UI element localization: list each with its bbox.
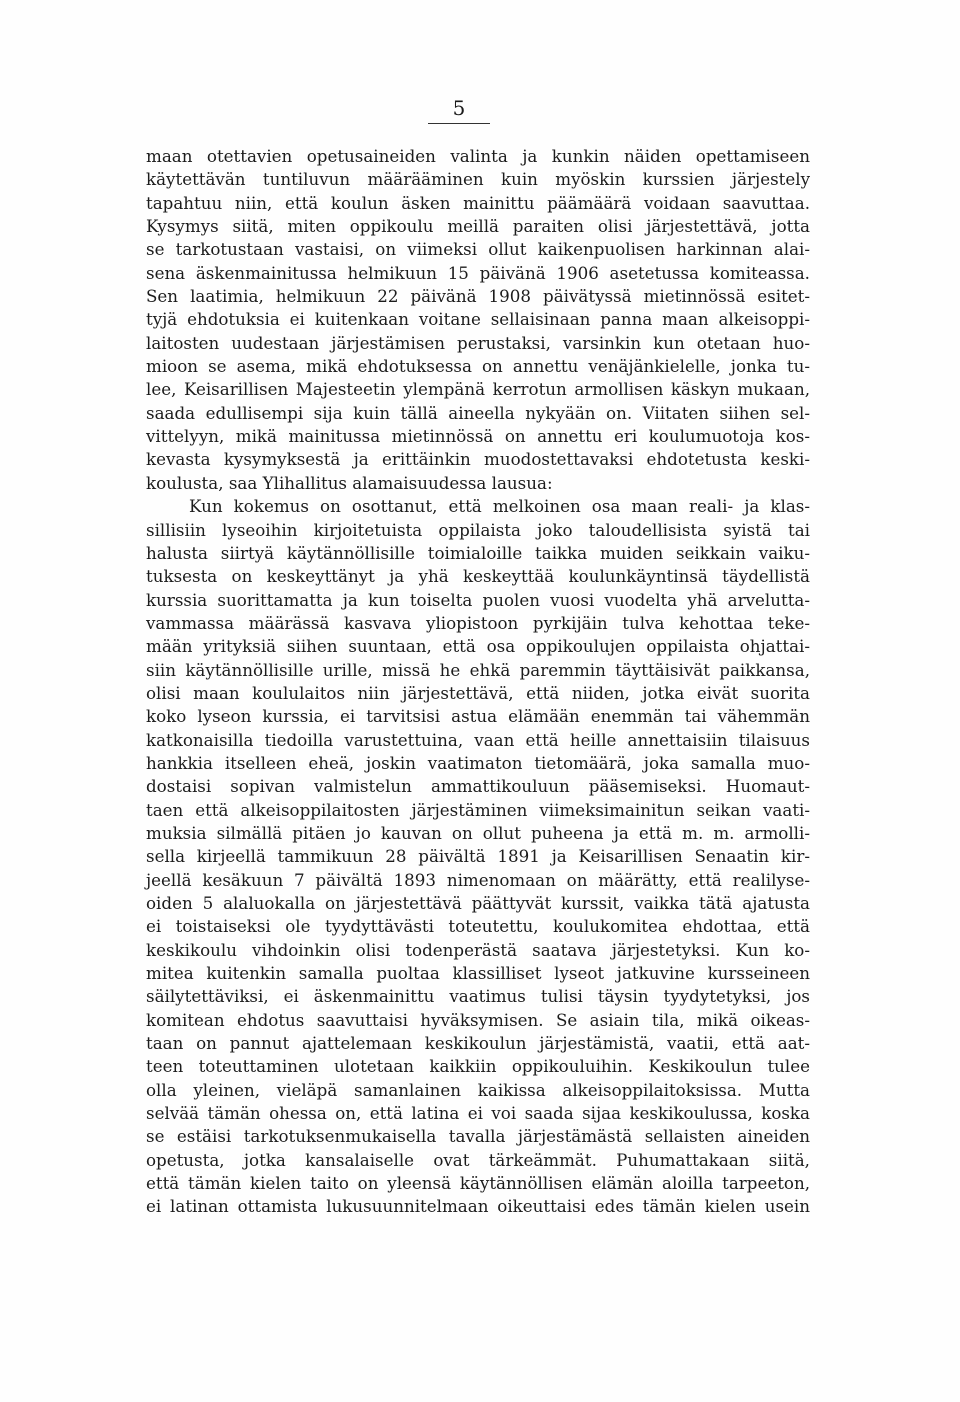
text-line: se tarkotustaan vastaisi, on viimeksi ollut kaikenpuolisen harkinnan alai- (146, 239, 810, 260)
text-line: käytettävän tuntiluvun määrääminen kuin myöskin kurssien järjestely (146, 169, 810, 190)
text-line: taan on pannut ajattelemaan keskikoulun järjestämistä, vaatii, että aat- (146, 1033, 810, 1054)
text-line: vammassa määrässä kasvava yliopistoon pyrkijäin tulva kehottaa teke- (146, 612, 810, 633)
text-line: hankkia itselleen eheä, joskin vaatimaton tietomäärä, joka samalla muo- (146, 752, 810, 773)
text-line: dostaisi sopivan valmistelun ammattikouluun pääsemiseksi. Huomaut- (146, 776, 810, 797)
text-line: sella kirjeellä tammikuun 28 päivältä 1891 ja Keisarillisen Senaatin kir- (146, 846, 810, 867)
text-line: se estäisi tarkotuksenmukaisella tavalla järjestämästä sellaisten aineiden (146, 1126, 810, 1147)
text-line: laitosten uudestaan järjestämisen perustaksi, varsinkin kun otetaan huo- (146, 332, 810, 353)
text-line: koko lyseon kurssia, ei tarvitsisi astua elämään enemmän tai vähemmän (146, 706, 810, 727)
text-line: oiden 5 alaluokalla on järjestettävä päättyvät kurssit, vaikka tätä ajatusta (146, 893, 810, 913)
text-line: tuksesta on keskeyttänyt ja yhä keskeyttää koulunkäyntinsä täydellistä (146, 566, 810, 587)
text-line: kevasta kysymyksestä ja erittäinkin muodostettavaksi ehdotetusta keski- (146, 449, 810, 470)
text-line: koulusta, saa Ylihallitus alamaisuudessa lausua: (146, 472, 553, 493)
text-line: muksia silmällä pitäen jo kauvan on ollut puheena ja että m. m. armolli- (146, 822, 810, 843)
page-number: 5 (428, 96, 490, 124)
text-line: tyjä ehdotuksia ei kuitenkaan voitane sellaisinaan panna maan alkeisoppi- (146, 309, 810, 330)
text-line: halusta siirtyä käytännöllisille toimialoille taikka muiden seikkain vaiku- (146, 542, 810, 563)
text-line: opetusta, jotka kansalaiselle ovat tärkeämmät. Puhumattakaan siitä, (146, 1149, 810, 1170)
text-line: mitea kuitenkin samalla puoltaa klassilliset lyseot jatkuvine kursseineen (146, 963, 810, 984)
text-line: olla yleinen, vieläpä samanlainen kaikissa alkeisoppilaitoksissa. Mutta (146, 1079, 810, 1100)
text-line: Kysymys siitä, miten oppikoulu meillä paraiten olisi järjestettävä, jotta (146, 216, 810, 237)
text-line: tapahtuu niin, että koulun äsken mainittu päämäärä voidaan saavuttaa. (146, 192, 810, 213)
text-line: maan otettavien opetusaineiden valinta ja kunkin näiden opettamiseen (146, 146, 810, 166)
text-line: katkonaisilla tiedoilla varustettuina, vaan että heille annettaisiin tilaisuus (146, 729, 810, 750)
text-line: olisi maan koululaitos niin järjestettävä, että niiden, jotka eivät suorita (146, 682, 810, 703)
text-line: vittelyyn, mikä mainitussa mietinnössä on annettu eri koulumuotoja kos- (146, 426, 810, 447)
text-line: kurssia suorittamatta ja kun toiselta puolen vuosi vuodelta yhä arvelutta- (146, 589, 810, 610)
text-line: taen että alkeisoppilaitosten järjestäminen viimeksimainitun seikan vaati- (146, 799, 810, 820)
text-line: ei toistaiseksi ole tyydyttävästi toteutettu, koulukomitea ehdottaa, että (146, 916, 810, 937)
text-line: komitean ehdotus saavuttaisi hyväksymisen. Se asiain tila, mikä oikeas- (146, 1009, 810, 1030)
text-line: keskikoulu vihdoinkin olisi todenperästä saatava järjestetyksi. Kun ko- (146, 939, 810, 960)
text-line: mioon se asema, mikä ehdotuksessa on annettu venäjänkielelle, jonka tu- (146, 356, 810, 377)
text-line: lee, Keisarillisen Majesteetin ylempänä kerrotun armollisen käskyn mukaan, (146, 379, 810, 400)
body-text (146, 145, 810, 1219)
text-line: Sen laatimia, helmikuun 22 päivänä 1908 päivätyssä mietinnössä esitet- (146, 286, 810, 307)
text-line: selvää tämän ohessa on, että latina ei voi saada sijaa keskikoulussa, koska (146, 1103, 810, 1124)
text-line: ei latinan ottamista lukusuunnitelmaan oikeuttaisi edes tämän kielen usein (146, 1196, 810, 1217)
text-line: saada edullisempi sija kuin tällä aineella nykyään on. Viitaten siihen sel- (146, 402, 810, 423)
text-line: mään yrityksiä siihen suuntaan, että osa oppikoulujen oppilaista ohjattai- (146, 636, 810, 657)
text-line: jeellä kesäkuun 7 päivältä 1893 nimenomaan on määrätty, että realilyse- (146, 869, 810, 890)
text-line: siin käytännöllisille urille, missä he ehkä paremmin täyttäisivät paikkansa, (146, 659, 810, 680)
text-line: sillisiin lyseoihin kirjoitetuista oppilaista joko taloudellisista syistä tai (146, 519, 810, 540)
text-line: teen toteuttaminen ulotetaan kaikkiin oppikouluihin. Keskikoulun tulee (146, 1056, 810, 1077)
text-line: Kun kokemus on osottanut, että melkoinen osa maan reali- ja klas- (189, 496, 810, 517)
text-line: että tämän kielen taito on yleensä käytännöllisen elämän aloilla tarpeeton, (146, 1173, 810, 1194)
text-line: säilytettäviksi, ei äskenmainittu vaatimus tulisi täysin tyydytetyksi, jos (146, 986, 810, 1007)
text-line: sena äskenmainitussa helmikuun 15 päivänä 1906 asetetussa komiteassa. (146, 262, 810, 283)
